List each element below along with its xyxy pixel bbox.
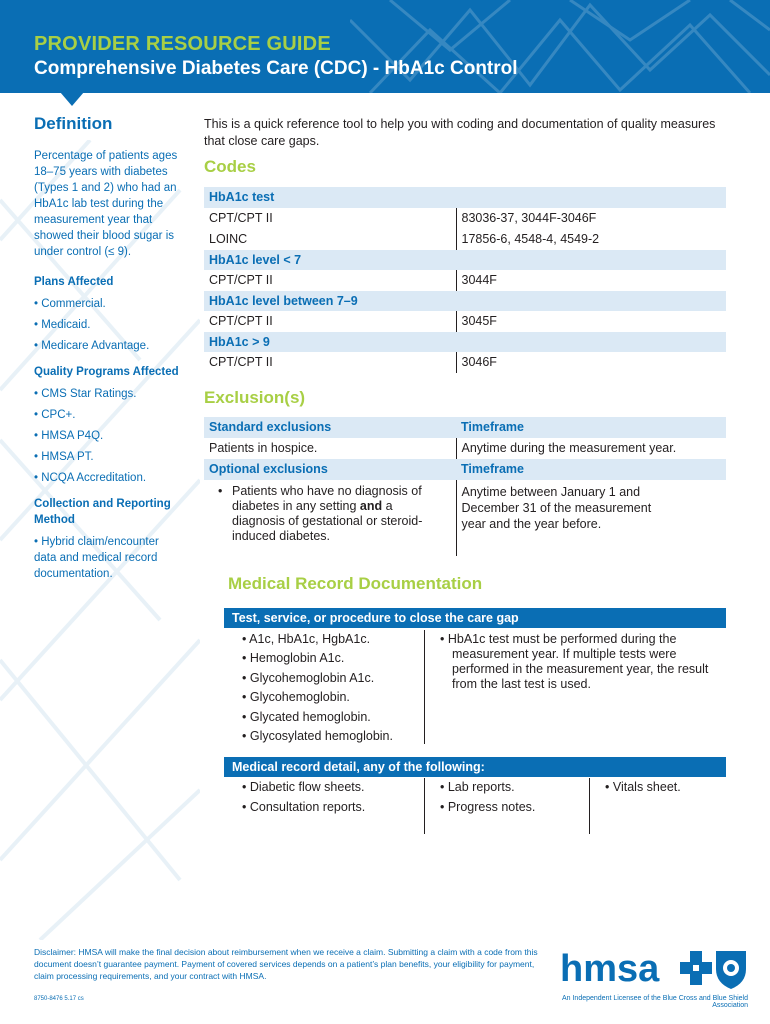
code-type: CPT/CPT II xyxy=(209,314,273,328)
plan-item: • Medicare Advantage. xyxy=(34,340,150,352)
quality-program-item: • NCQA Accreditation. xyxy=(34,472,147,484)
code-type: CPT/CPT II xyxy=(209,273,273,287)
code-type: CPT/CPT II xyxy=(209,355,273,369)
optional-exclusion-and: and xyxy=(359,499,383,513)
header-notch xyxy=(60,92,84,106)
table-row xyxy=(204,229,726,250)
medical-record-heading: Medical Record Documentation xyxy=(228,574,483,593)
optional-exclusion-text-b: a diagnosis of gestational or steroid-induced diabetes. xyxy=(232,499,423,543)
code-values: 3046F xyxy=(456,352,726,373)
optional-exclusion-item xyxy=(204,480,456,556)
code-values: 83036-37, 3044F-3046F xyxy=(456,208,726,229)
test-item: • Glycohemoglobin. xyxy=(242,690,350,704)
code-group-header xyxy=(204,291,726,311)
timeframe-label: Timeframe xyxy=(456,417,726,438)
collection-method-item: • Hybrid claim/encounter data and medical record documentation. xyxy=(34,536,159,580)
table-row xyxy=(204,352,726,373)
standard-exclusion-item: Patients in hospice. xyxy=(209,441,318,455)
code-type: CPT/CPT II xyxy=(209,211,273,225)
table-row xyxy=(204,480,726,556)
definition-heading: Definition xyxy=(34,114,113,133)
plans-heading: Plans Affected xyxy=(34,276,114,288)
detail-item: • Lab reports. xyxy=(440,780,515,794)
optional-exclusion-text xyxy=(232,484,437,544)
quality-program-item: • CPC+. xyxy=(34,409,76,421)
table-row xyxy=(204,438,726,459)
licensee-text: An Independent Licensee of the Blue Cross and Blue Shield Association xyxy=(561,995,748,1009)
optional-exclusion-bullet xyxy=(218,484,451,544)
detail-item: • Vitals sheet. xyxy=(605,780,681,794)
intro-text: This is a quick reference tool to help you with coding and documentation of quality measures that close care gaps. xyxy=(204,117,716,148)
test-service-bar: Test, service, or procedure to close the care gap xyxy=(224,608,726,628)
codes-table xyxy=(204,187,726,373)
table-row xyxy=(204,208,726,229)
exclusion-header-row xyxy=(204,417,726,438)
header-banner xyxy=(0,0,770,93)
measure-title: Comprehensive Diabetes Care (CDC) - HbA1c Control xyxy=(34,58,518,79)
collection-method-heading: Collection and Reporting Method xyxy=(34,498,171,526)
code-group-label: HbA1c level < 7 xyxy=(204,250,726,270)
optional-exclusion-timeframe xyxy=(456,480,726,556)
optional-exclusion-timeframe-text: Anytime between January 1 and December 31 of the measurement year and the year before. xyxy=(461,485,652,531)
record-detail-bar: Medical record detail, any of the following: xyxy=(224,757,726,777)
test-item: • Glycosylated hemoglobin. xyxy=(242,729,393,743)
exclusion-header-row xyxy=(204,459,726,480)
detail-item: • Progress notes. xyxy=(440,800,536,814)
code-group-header xyxy=(204,332,726,352)
blue-cross-icon xyxy=(680,951,712,985)
table-row xyxy=(204,311,726,332)
standard-exclusions-label: Standard exclusions xyxy=(204,417,456,438)
optional-exclusions-label: Optional exclusions xyxy=(204,459,456,480)
detail-item: • Diabetic flow sheets. xyxy=(242,780,365,794)
detail-item: • Consultation reports. xyxy=(242,800,366,814)
bullet-glyph: • xyxy=(218,484,223,498)
guide-title: PROVIDER RESOURCE GUIDE xyxy=(34,33,331,55)
code-group-header xyxy=(204,250,726,270)
table-row xyxy=(204,270,726,291)
code-values: 17856-6, 4548-4, 4549-2 xyxy=(456,229,726,250)
hmsa-logo xyxy=(560,945,750,993)
test-item: • A1c, HbA1c, HgbA1c. xyxy=(242,632,371,646)
test-item: • Glycohemoglobin A1c. xyxy=(242,671,375,685)
column-divider xyxy=(424,778,425,834)
plan-item: • Commercial. xyxy=(34,298,106,310)
code-group-label: HbA1c level between 7–9 xyxy=(204,291,726,311)
test-item: • Hemoglobin A1c. xyxy=(242,651,345,665)
plan-item: • Medicaid. xyxy=(34,319,91,331)
column-divider xyxy=(589,778,590,834)
definition-text: Percentage of patients ages 18–75 years with diabetes (Types 1 and 2) who had an HbA1c lab test during the measurement year that showed their blood sugar is under control (≤ 9). xyxy=(34,150,178,258)
sidebar xyxy=(34,114,184,582)
standard-exclusion-timeframe: Anytime during the measurement year. xyxy=(456,438,726,459)
form-number: 8750-8476 5.17 cs xyxy=(34,996,84,1002)
quality-programs-heading: Quality Programs Affected xyxy=(34,366,179,378)
optional-exclusion-text-a: Patients who have no diagnosis of diabetes in any setting xyxy=(232,484,422,513)
codes-heading: Codes xyxy=(204,157,256,176)
quality-program-item: • CMS Star Ratings. xyxy=(34,388,137,400)
code-group-header xyxy=(204,187,726,208)
test-note: • HbA1c test must be performed during the measurement year. If multiple tests were performed in the measurement year, the result from the last test is used. xyxy=(440,632,709,691)
exclusions-heading: Exclusion(s) xyxy=(204,388,306,407)
timeframe-label: Timeframe xyxy=(456,459,726,480)
disclaimer: Disclaimer: HMSA will make the final decision about reimbursement when we receive a claim. Submitting a claim with a code from this document doesn’t guarantee payment. Payment of covered services depends on a patient’s plan benefits, your eligibility for payment, claim processing requirements, and your contract with HMSA. xyxy=(34,947,538,981)
quality-program-item: • HMSA PT. xyxy=(34,451,94,463)
blue-shield-icon xyxy=(716,951,746,989)
code-values: 3045F xyxy=(456,311,726,332)
test-item: • Glycated hemoglobin. xyxy=(242,710,371,724)
logo-wordmark: hmsa xyxy=(560,948,660,990)
code-group-label: HbA1c > 9 xyxy=(204,332,726,352)
exclusions-table xyxy=(204,417,726,556)
code-group-label: HbA1c test xyxy=(204,187,726,208)
code-type: LOINC xyxy=(209,232,248,246)
quality-program-item: • HMSA P4Q. xyxy=(34,430,104,442)
code-values: 3044F xyxy=(456,270,726,291)
column-divider xyxy=(424,630,425,744)
